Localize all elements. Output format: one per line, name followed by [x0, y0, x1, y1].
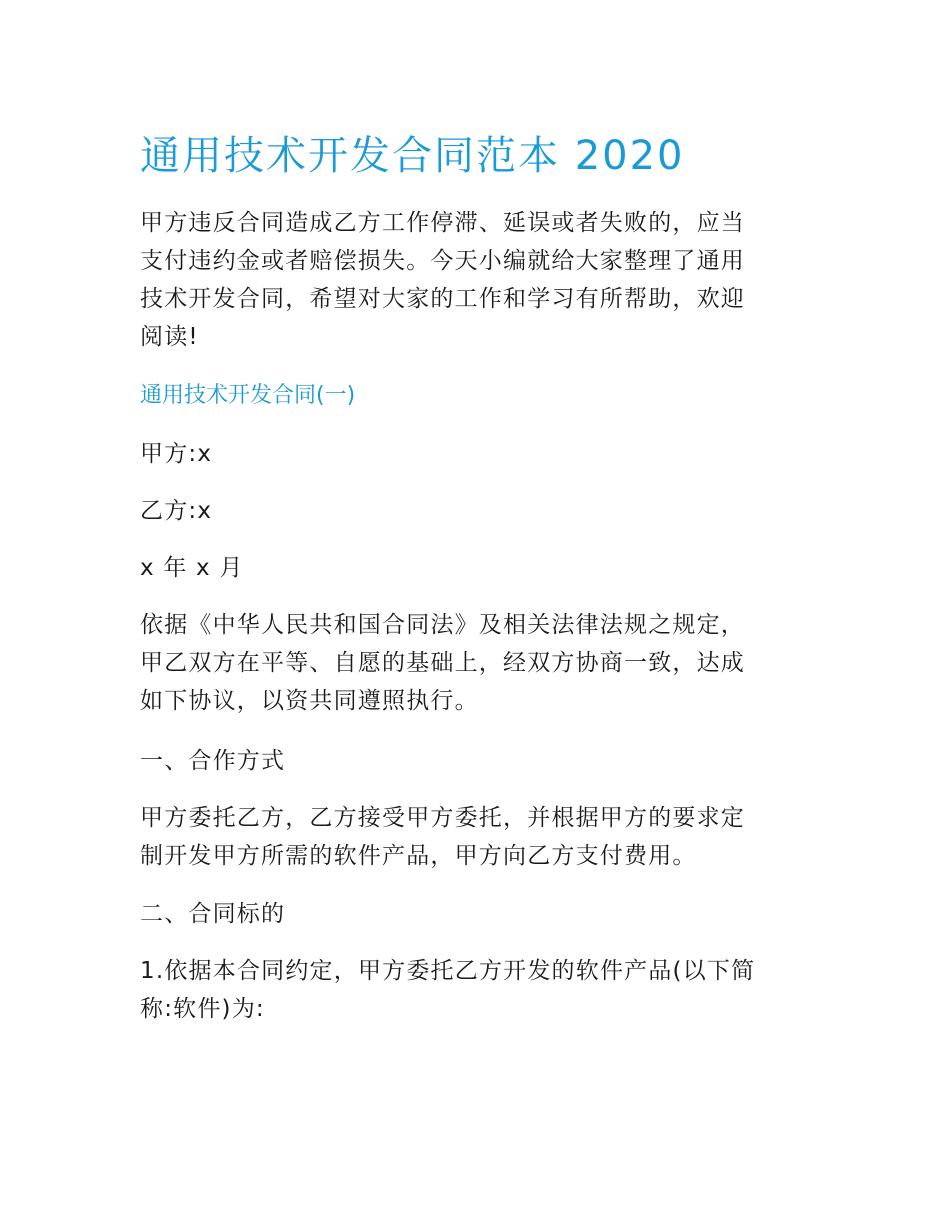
intro-paragraph	[140, 204, 745, 356]
intro-line: 阅读!	[140, 324, 199, 350]
clause2-body	[140, 952, 755, 1028]
clause2-heading: 二、合同标的	[140, 901, 286, 927]
party-a-line: 甲方:x	[140, 441, 213, 467]
clause1-line: 制开发甲方所需的软件产品，甲方向乙方支付费用。	[140, 843, 697, 869]
clause2-line: 称:软件)为:	[140, 996, 265, 1022]
preamble-line: 如下协议，以资共同遵照执行。	[140, 688, 479, 714]
preamble-line: 依据《中华人民共和国合同法》及相关法律法规之规定，	[140, 612, 745, 638]
party-b-line: 乙方:x	[140, 498, 213, 524]
clause1-line: 甲方委托乙方，乙方接受甲方委托，并根据甲方的要求定	[140, 805, 745, 831]
document-title: 通用技术开发合同范本 2020	[140, 133, 685, 179]
preamble-paragraph	[140, 606, 745, 720]
clause1-heading: 一、合作方式	[140, 748, 286, 774]
intro-line: 甲方违反合同造成乙方工作停滞、延误或者失败的，应当	[140, 210, 745, 236]
clause1-body	[140, 799, 745, 875]
intro-line: 技术开发合同，希望对大家的工作和学习有所帮助，欢迎	[140, 286, 745, 312]
clause2-line: 1.依据本合同约定，甲方委托乙方开发的软件产品(以下简	[140, 958, 756, 984]
preamble-line: 甲乙双方在平等、自愿的基础上，经双方协商一致，达成	[140, 650, 745, 676]
intro-line: 支付违约金或者赔偿损失。今天小编就给大家整理了通用	[140, 248, 745, 274]
date-line: x 年 x 月	[140, 555, 244, 581]
section-heading: 通用技术开发合同(一)	[140, 383, 356, 408]
